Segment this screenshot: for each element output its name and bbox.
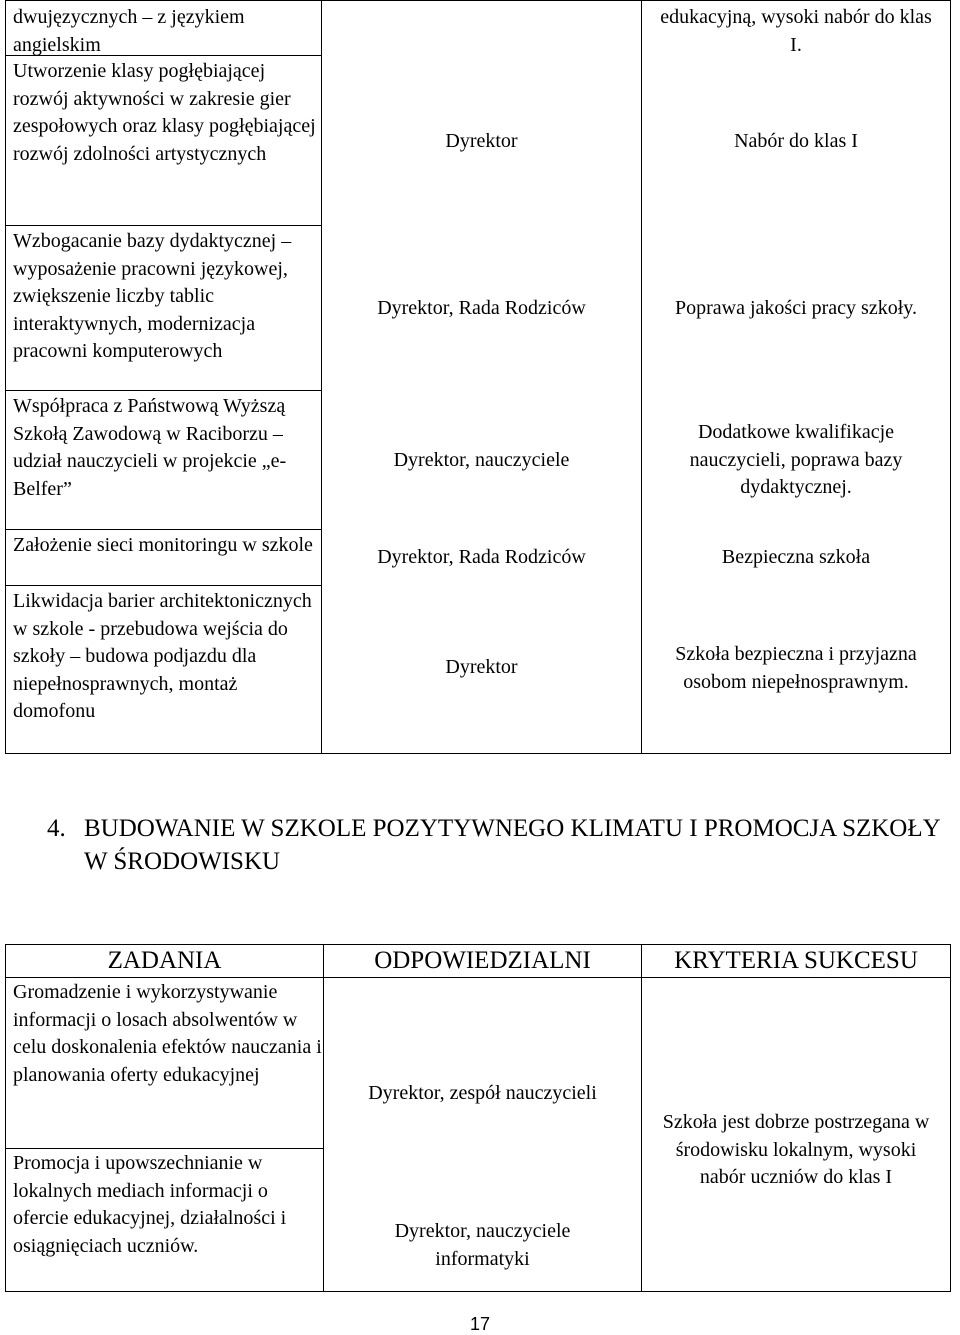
criteria-cell: edukacyjną, wysoki nabór do klas I. <box>660 6 932 56</box>
task-cell: Wzbogacanie bazy dydaktycznej – wyposażenie pracowni językowej, zwiększenie liczby tablic interaktywnych, modernizacja pracowni komputerowych <box>6 225 321 390</box>
criteria-cell: Nabór do klas I <box>734 130 858 152</box>
criteria-cell: Szkoła bezpieczna i przyjazna osobom niepełnosprawnym. <box>675 643 917 693</box>
header-tasks: ZADANIA <box>6 945 324 978</box>
header-criteria: KRYTERIA SUKCESU <box>642 945 951 978</box>
responsible-cell: Dyrektor <box>445 656 518 678</box>
task-cell: Likwidacja barier architektonicznych w szkole - przebudowa wejścia do szkoły – budowa podjazdu dla niepełnosprawnych, montaż domofonu <box>6 585 321 753</box>
responsible-cell: Dyrektor, nauczyciele <box>393 449 570 471</box>
top-criteria-column <box>642 1 951 754</box>
task-cell: dwujęzycznych – z językiem angielskim <box>13 6 245 56</box>
section-heading <box>47 812 947 878</box>
section-title: BUDOWANIE W SZKOLE POZYTYWNEGO KLIMATU I PROMOCJA SZKOŁY W ŚRODOWISKU <box>84 815 940 875</box>
responsible-cell: Dyrektor, nauczyciele informatyki <box>394 1220 571 1270</box>
criteria-cell: Poprawa jakości pracy szkoły. <box>675 297 917 319</box>
top-tasks-column <box>6 1 322 754</box>
responsible-cell: Dyrektor, Rada Rodziców <box>377 546 586 568</box>
task-cell: Gromadzenie i wykorzystywanie informacji o losach absolwentów w celu doskonalenia efektów nauczania i planowania oferty edukacyjnej <box>13 981 322 1086</box>
task-cell: Promocja i upowszechnianie w lokalnych mediach informacji o ofercie edukacyjnej, działalności i osiągnięciach uczniów. <box>6 1148 323 1290</box>
top-responsible-column <box>322 1 642 754</box>
bottom-tasks-column <box>6 978 324 1292</box>
responsible-cell: Dyrektor <box>445 130 518 152</box>
criteria-cell: Bezpieczna szkoła <box>721 546 871 568</box>
header-responsible: ODPOWIEDZIALNI <box>324 945 642 978</box>
bottom-criteria-cell <box>642 978 951 1292</box>
task-cell: Utworzenie klasy pogłębiającej rozwój aktywności w zakresie gier zespołowych oraz klasy pogłębiającej rozwój zdolności artystycznych <box>6 55 321 225</box>
criteria-text: Szkoła jest dobrze postrzegana w środowisku lokalnym, wysoki nabór uczniów do klas I <box>662 1111 930 1189</box>
task-cell: Współpraca z Państwową Wyższą Szkołą Zawodową w Raciborzu – udział nauczycieli w projekcie „e-Belfer” <box>6 390 321 529</box>
criteria-cell: Dodatkowe kwalifikacje nauczycieli, poprawa bazy dydaktycznej. <box>689 421 903 499</box>
responsible-cell: Dyrektor, zespół nauczycieli <box>368 1082 597 1104</box>
task-cell: Założenie sieci monitoringu w szkole <box>6 529 321 585</box>
responsible-cell: Dyrektor, Rada Rodziców <box>377 297 586 319</box>
top-table <box>5 0 951 754</box>
bottom-responsible-column <box>324 978 642 1292</box>
page-number: 17 <box>469 1314 491 1334</box>
section-number: 4. <box>47 815 66 842</box>
bottom-table <box>5 944 951 1292</box>
